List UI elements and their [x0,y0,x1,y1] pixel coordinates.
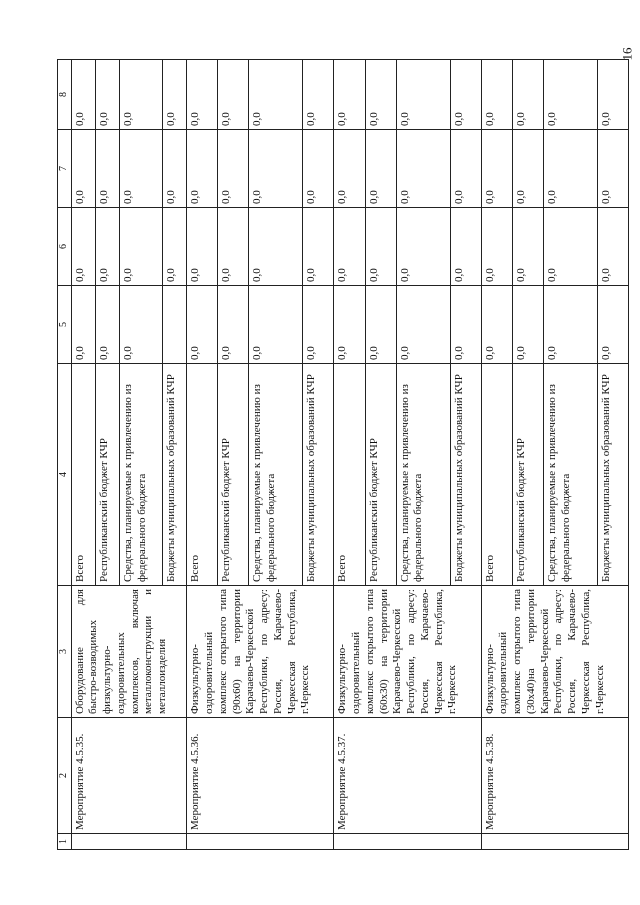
value-col-5: 0,0 [396,286,450,364]
value-col-7: 0,0 [334,130,365,208]
value-col-5: 0,0 [218,286,249,364]
value-col-7: 0,0 [396,130,450,208]
funding-source: Республиканский бюджет КЧР [218,364,249,586]
value-col-6: 0,0 [187,208,218,286]
row-index-cell [71,834,187,850]
value-col-7: 0,0 [95,130,119,208]
value-col-8: 0,0 [162,60,186,130]
funding-source: Средства, планируемые к привлечению из федерального бюджета [543,364,597,586]
col-header-2: 2 [58,718,72,834]
measure-name: Физкультурно-оздоровительный комплекс открытого типа (90х60) на территории Карачаево-Черкесской Республики, по адресу: Россия, Карачаево-Черкесская Республика, г.Черкесск [187,586,334,718]
value-col-6: 0,0 [303,208,334,286]
value-col-5: 0,0 [71,286,95,364]
page-number: 16 [619,47,635,61]
value-col-8: 0,0 [95,60,119,130]
value-col-7: 0,0 [597,130,628,208]
value-col-8: 0,0 [512,60,543,130]
value-col-8: 0,0 [249,60,303,130]
value-col-7: 0,0 [303,130,334,208]
value-col-6: 0,0 [334,208,365,286]
row-index-cell [187,834,334,850]
value-col-6: 0,0 [512,208,543,286]
row-index-cell [481,834,628,850]
value-col-8: 0,0 [543,60,597,130]
value-col-6: 0,0 [365,208,396,286]
value-col-6: 0,0 [597,208,628,286]
value-col-5 [162,286,186,364]
table-row [481,60,512,850]
col-header-5: 5 [58,286,72,364]
col-header-1: 1 [58,834,72,850]
value-col-6: 0,0 [543,208,597,286]
budget-table [57,59,629,850]
value-col-6: 0,0 [396,208,450,286]
value-col-8: 0,0 [481,60,512,130]
measure-id: Мероприятие 4.5.35. [71,718,187,834]
value-col-8: 0,0 [71,60,95,130]
value-col-6: 0,0 [95,208,119,286]
value-col-8: 0,0 [120,60,162,130]
col-header-6: 6 [58,208,72,286]
funding-source: Всего [71,364,95,586]
funding-source: Всего [334,364,365,586]
measure-id: Мероприятие 4.5.38. [481,718,628,834]
value-col-8: 0,0 [365,60,396,130]
value-col-8: 0,0 [187,60,218,130]
table-row [187,60,218,850]
value-col-5: 0,0 [95,286,119,364]
value-col-5: 0,0 [334,286,365,364]
value-col-6: 0,0 [218,208,249,286]
value-col-5: 0,0 [597,286,628,364]
value-col-5: 0,0 [303,286,334,364]
measure-id: Мероприятие 4.5.36. [187,718,334,834]
value-col-6: 0,0 [71,208,95,286]
value-col-8: 0,0 [218,60,249,130]
funding-source: Всего [481,364,512,586]
value-col-5: 0,0 [120,286,162,364]
value-col-8: 0,0 [450,60,481,130]
value-col-8: 0,0 [334,60,365,130]
value-col-6: 0,0 [481,208,512,286]
value-col-5: 0,0 [512,286,543,364]
value-col-7: 0,0 [71,130,95,208]
funding-source: Бюджеты муниципальных образований КЧР [303,364,334,586]
table-row [71,60,95,850]
col-header-7: 7 [58,130,72,208]
column-number-row [58,60,72,850]
funding-source: Всего [187,364,218,586]
funding-source: Республиканский бюджет КЧР [512,364,543,586]
measure-name: Физкультурно-оздоровительный комплекс открытого типа (60х30) на территории Карачаево-Черкесской Республики, по адресу: Россия, Карачаево-Черкесская Республика, г.Черкесск [334,586,481,718]
col-header-8: 8 [58,60,72,130]
value-col-5: 0,0 [481,286,512,364]
value-col-7: 0,0 [481,130,512,208]
col-header-3: 3 [58,586,72,718]
value-col-8: 0,0 [303,60,334,130]
funding-source: Республиканский бюджет КЧР [365,364,396,586]
value-col-5: 0,0 [543,286,597,364]
value-col-8: 0,0 [597,60,628,130]
value-col-8: 0,0 [396,60,450,130]
value-col-7: 0,0 [512,130,543,208]
funding-source: Средства, планируемые к привлечению из федерального бюджета [120,364,162,586]
value-col-7: 0,0 [249,130,303,208]
value-col-7: 0,0 [365,130,396,208]
rotated-table-sheet [57,60,629,850]
value-col-7: 0,0 [120,130,162,208]
value-col-7: 0,0 [187,130,218,208]
table-row [334,60,365,850]
value-col-6: 0,0 [162,208,186,286]
measure-name: Физкультурно-оздоровительный комплекс открытого типа (30х40)на территории Карачаево-Черкесской Республики, по адресу: Россия, Карачаево-Черкесская Республика, г.Черкесск [481,586,628,718]
value-col-7: 0,0 [543,130,597,208]
funding-source: Бюджеты муниципальных образований КЧР [450,364,481,586]
value-col-5: 0,0 [365,286,396,364]
measure-name: Оборудование для быстро-возводимых физкультурно-оздоровительных комплексов, включая металлоконструкции и металлоизделия [71,586,187,718]
funding-source: Средства, планируемые к привлечению из федерального бюджета [396,364,450,586]
value-col-5: 0,0 [249,286,303,364]
measure-id: Мероприятие 4.5.37. [334,718,481,834]
funding-source: Бюджеты муниципальных образований КЧР [597,364,628,586]
value-col-6: 0,0 [120,208,162,286]
value-col-6: 0,0 [249,208,303,286]
funding-source: Бюджеты муниципальных образований КЧР [162,364,186,586]
funding-source: Средства, планируемые к привлечению из федерального бюджета [249,364,303,586]
funding-source: Республиканский бюджет КЧР [95,364,119,586]
value-col-7: 0,0 [218,130,249,208]
value-col-7: 0,0 [162,130,186,208]
value-col-6: 0,0 [450,208,481,286]
col-header-4: 4 [58,364,72,586]
row-index-cell [334,834,481,850]
value-col-5: 0,0 [450,286,481,364]
value-col-5: 0,0 [187,286,218,364]
value-col-7: 0,0 [450,130,481,208]
